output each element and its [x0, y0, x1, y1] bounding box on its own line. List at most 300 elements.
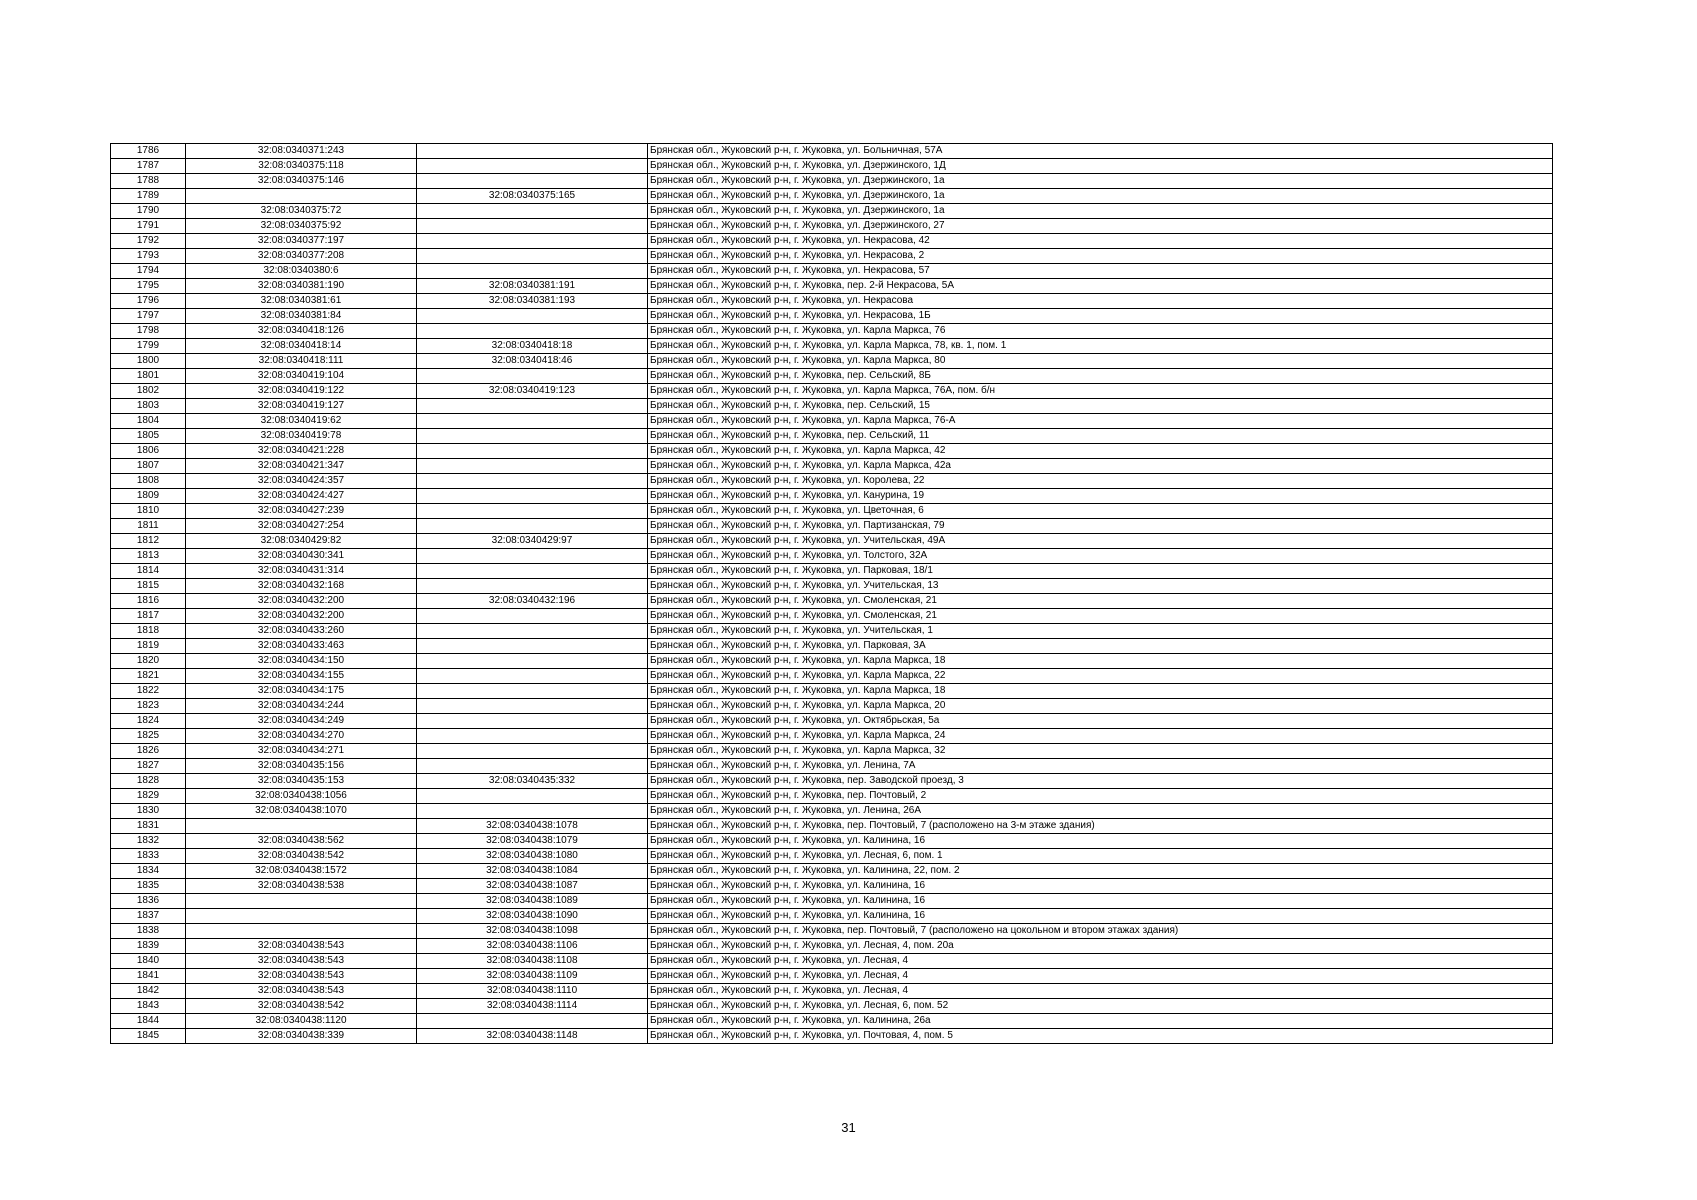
land-cadastral-number-cell: 32:08:0340438:1572	[186, 864, 417, 879]
table-row	[111, 939, 1553, 954]
object-cadastral-number-cell	[417, 729, 648, 744]
land-cadastral-number-cell: 32:08:0340371:243	[186, 144, 417, 159]
land-cadastral-number-cell: 32:08:0340435:156	[186, 759, 417, 774]
address-cell: Брянская обл., Жуковский р-н, г. Жуковка, ул. Парковая, 18/1	[648, 564, 1553, 579]
land-cadastral-number-cell	[186, 894, 417, 909]
object-cadastral-number-cell	[417, 474, 648, 489]
land-cadastral-number-cell: 32:08:0340381:190	[186, 279, 417, 294]
table-row	[111, 414, 1553, 429]
object-cadastral-number-cell	[417, 684, 648, 699]
land-cadastral-number-cell: 32:08:0340419:104	[186, 369, 417, 384]
table-row	[111, 819, 1553, 834]
land-cadastral-number-cell: 32:08:0340377:208	[186, 249, 417, 264]
land-cadastral-number-cell: 32:08:0340424:427	[186, 489, 417, 504]
row-number-cell: 1788	[111, 174, 186, 189]
object-cadastral-number-cell: 32:08:0340381:191	[417, 279, 648, 294]
address-cell: Брянская обл., Жуковский р-н, г. Жуковка, ул. Учительская, 1	[648, 624, 1553, 639]
row-number-cell: 1838	[111, 924, 186, 939]
object-cadastral-number-cell: 32:08:0340418:18	[417, 339, 648, 354]
table-row	[111, 789, 1553, 804]
table-row	[111, 324, 1553, 339]
object-cadastral-number-cell	[417, 444, 648, 459]
land-cadastral-number-cell: 32:08:0340380:6	[186, 264, 417, 279]
table-row	[111, 954, 1553, 969]
object-cadastral-number-cell	[417, 699, 648, 714]
land-cadastral-number-cell: 32:08:0340381:84	[186, 309, 417, 324]
address-cell: Брянская обл., Жуковский р-н, г. Жуковка, ул. Некрасова, 2	[648, 249, 1553, 264]
address-cell: Брянская обл., Жуковский р-н, г. Жуковка, ул. Смоленская, 21	[648, 594, 1553, 609]
object-cadastral-number-cell	[417, 234, 648, 249]
table-row	[111, 474, 1553, 489]
address-cell: Брянская обл., Жуковский р-н, г. Жуковка, ул. Толстого, 32А	[648, 549, 1553, 564]
land-cadastral-number-cell: 32:08:0340438:543	[186, 939, 417, 954]
table-row	[111, 399, 1553, 414]
row-number-cell: 1793	[111, 249, 186, 264]
table-row	[111, 1014, 1553, 1029]
row-number-cell: 1843	[111, 999, 186, 1014]
table-row	[111, 969, 1553, 984]
land-cadastral-number-cell: 32:08:0340375:92	[186, 219, 417, 234]
row-number-cell: 1808	[111, 474, 186, 489]
table-row	[111, 804, 1553, 819]
address-cell: Брянская обл., Жуковский р-н, г. Жуковка, ул. Октябрьская, 5а	[648, 714, 1553, 729]
address-cell: Брянская обл., Жуковский р-н, г. Жуковка, ул. Почтовая, 4, пом. 5	[648, 1029, 1553, 1044]
address-cell: Брянская обл., Жуковский р-н, г. Жуковка, ул. Карла Маркса, 32	[648, 744, 1553, 759]
table-row	[111, 654, 1553, 669]
object-cadastral-number-cell	[417, 309, 648, 324]
object-cadastral-number-cell: 32:08:0340419:123	[417, 384, 648, 399]
address-cell: Брянская обл., Жуковский р-н, г. Жуковка, ул. Лесная, 6, пом. 1	[648, 849, 1553, 864]
address-cell: Брянская обл., Жуковский р-н, г. Жуковка, пер. Сельский, 11	[648, 429, 1553, 444]
row-number-cell: 1816	[111, 594, 186, 609]
table-row	[111, 624, 1553, 639]
table-row	[111, 159, 1553, 174]
row-number-cell: 1844	[111, 1014, 186, 1029]
object-cadastral-number-cell	[417, 789, 648, 804]
address-cell: Брянская обл., Жуковский р-н, г. Жуковка, ул. Карла Маркса, 20	[648, 699, 1553, 714]
row-number-cell: 1828	[111, 774, 186, 789]
land-cadastral-number-cell: 32:08:0340438:543	[186, 969, 417, 984]
address-cell: Брянская обл., Жуковский р-н, г. Жуковка, ул. Дзержинского, 1а	[648, 174, 1553, 189]
object-cadastral-number-cell	[417, 324, 648, 339]
address-cell: Брянская обл., Жуковский р-н, г. Жуковка, ул. Дзержинского, 1Д	[648, 159, 1553, 174]
table-row	[111, 459, 1553, 474]
row-number-cell: 1812	[111, 534, 186, 549]
land-cadastral-number-cell: 32:08:0340430:341	[186, 549, 417, 564]
table-row	[111, 639, 1553, 654]
object-cadastral-number-cell	[417, 759, 648, 774]
table-row	[111, 519, 1553, 534]
table-row	[111, 339, 1553, 354]
object-cadastral-number-cell: 32:08:0340381:193	[417, 294, 648, 309]
object-cadastral-number-cell: 32:08:0340438:1114	[417, 999, 648, 1014]
object-cadastral-number-cell	[417, 669, 648, 684]
address-cell: Брянская обл., Жуковский р-н, г. Жуковка, ул. Парковая, 3А	[648, 639, 1553, 654]
address-cell: Брянская обл., Жуковский р-н, г. Жуковка, ул. Учительская, 49А	[648, 534, 1553, 549]
address-cell: Брянская обл., Жуковский р-н, г. Жуковка, ул. Ленина, 7А	[648, 759, 1553, 774]
address-cell: Брянская обл., Жуковский р-н, г. Жуковка, пер. Почтовый, 7 (расположено на 3-м этаже здания)	[648, 819, 1553, 834]
object-cadastral-number-cell	[417, 159, 648, 174]
land-cadastral-number-cell	[186, 819, 417, 834]
table-row	[111, 1029, 1553, 1044]
land-cadastral-number-cell: 32:08:0340377:197	[186, 234, 417, 249]
address-cell: Брянская обл., Жуковский р-н, г. Жуковка, ул. Карла Маркса, 22	[648, 669, 1553, 684]
land-cadastral-number-cell: 32:08:0340381:61	[186, 294, 417, 309]
address-cell: Брянская обл., Жуковский р-н, г. Жуковка, ул. Калинина, 26а	[648, 1014, 1553, 1029]
object-cadastral-number-cell	[417, 264, 648, 279]
object-cadastral-number-cell	[417, 549, 648, 564]
table-row	[111, 234, 1553, 249]
land-cadastral-number-cell: 32:08:0340432:200	[186, 609, 417, 624]
row-number-cell: 1801	[111, 369, 186, 384]
row-number-cell: 1845	[111, 1029, 186, 1044]
object-cadastral-number-cell: 32:08:0340438:1090	[417, 909, 648, 924]
row-number-cell: 1834	[111, 864, 186, 879]
land-cadastral-number-cell: 32:08:0340434:244	[186, 699, 417, 714]
object-cadastral-number-cell	[417, 579, 648, 594]
object-cadastral-number-cell	[417, 204, 648, 219]
row-number-cell: 1804	[111, 414, 186, 429]
property-registry-table	[110, 143, 1553, 1044]
address-cell: Брянская обл., Жуковский р-н, г. Жуковка, ул. Некрасова, 1Б	[648, 309, 1553, 324]
address-cell: Брянская обл., Жуковский р-н, г. Жуковка, ул. Карла Маркса, 24	[648, 729, 1553, 744]
table-row	[111, 369, 1553, 384]
address-cell: Брянская обл., Жуковский р-н, г. Жуковка, ул. Дзержинского, 27	[648, 219, 1553, 234]
page-number: 31	[841, 1120, 856, 1135]
address-cell: Брянская обл., Жуковский р-н, г. Жуковка, ул. Дзержинского, 1а	[648, 189, 1553, 204]
object-cadastral-number-cell: 32:08:0340438:1079	[417, 834, 648, 849]
address-cell: Брянская обл., Жуковский р-н, г. Жуковка, ул. Карла Маркса, 80	[648, 354, 1553, 369]
row-number-cell: 1835	[111, 879, 186, 894]
object-cadastral-number-cell: 32:08:0340438:1087	[417, 879, 648, 894]
row-number-cell: 1814	[111, 564, 186, 579]
address-cell: Брянская обл., Жуковский р-н, г. Жуковка, ул. Некрасова, 42	[648, 234, 1553, 249]
table-row	[111, 384, 1553, 399]
table-row	[111, 894, 1553, 909]
object-cadastral-number-cell: 32:08:0340438:1080	[417, 849, 648, 864]
table-row	[111, 669, 1553, 684]
address-cell: Брянская обл., Жуковский р-н, г. Жуковка, ул. Больничная, 57А	[648, 144, 1553, 159]
land-cadastral-number-cell: 32:08:0340418:14	[186, 339, 417, 354]
land-cadastral-number-cell	[186, 909, 417, 924]
address-cell: Брянская обл., Жуковский р-н, г. Жуковка, ул. Калинина, 22, пом. 2	[648, 864, 1553, 879]
object-cadastral-number-cell	[417, 489, 648, 504]
object-cadastral-number-cell	[417, 504, 648, 519]
object-cadastral-number-cell	[417, 804, 648, 819]
row-number-cell: 1817	[111, 609, 186, 624]
address-cell: Брянская обл., Жуковский р-н, г. Жуковка, ул. Карла Маркса, 78, кв. 1, пом. 1	[648, 339, 1553, 354]
land-cadastral-number-cell: 32:08:0340418:126	[186, 324, 417, 339]
row-number-cell: 1791	[111, 219, 186, 234]
table-row	[111, 744, 1553, 759]
object-cadastral-number-cell	[417, 1014, 648, 1029]
table-row	[111, 999, 1553, 1014]
object-cadastral-number-cell	[417, 429, 648, 444]
row-number-cell: 1830	[111, 804, 186, 819]
land-cadastral-number-cell: 32:08:0340375:146	[186, 174, 417, 189]
row-number-cell: 1794	[111, 264, 186, 279]
table-row	[111, 774, 1553, 789]
land-cadastral-number-cell: 32:08:0340434:270	[186, 729, 417, 744]
registry-table-body	[111, 144, 1553, 1044]
land-cadastral-number-cell: 32:08:0340419:78	[186, 429, 417, 444]
row-number-cell: 1818	[111, 624, 186, 639]
table-row	[111, 924, 1553, 939]
object-cadastral-number-cell	[417, 249, 648, 264]
land-cadastral-number-cell: 32:08:0340432:168	[186, 579, 417, 594]
table-row	[111, 549, 1553, 564]
row-number-cell: 1796	[111, 294, 186, 309]
row-number-cell: 1786	[111, 144, 186, 159]
object-cadastral-number-cell: 32:08:0340438:1089	[417, 894, 648, 909]
table-row	[111, 279, 1553, 294]
land-cadastral-number-cell: 32:08:0340421:347	[186, 459, 417, 474]
row-number-cell: 1815	[111, 579, 186, 594]
address-cell: Брянская обл., Жуковский р-н, г. Жуковка, ул. Лесная, 6, пом. 52	[648, 999, 1553, 1014]
address-cell: Брянская обл., Жуковский р-н, г. Жуковка, ул. Лесная, 4, пом. 20а	[648, 939, 1553, 954]
table-row	[111, 264, 1553, 279]
land-cadastral-number-cell: 32:08:0340375:72	[186, 204, 417, 219]
object-cadastral-number-cell: 32:08:0340375:165	[417, 189, 648, 204]
object-cadastral-number-cell	[417, 744, 648, 759]
object-cadastral-number-cell	[417, 519, 648, 534]
row-number-cell: 1825	[111, 729, 186, 744]
address-cell: Брянская обл., Жуковский р-н, г. Жуковка, пер. Почтовый, 2	[648, 789, 1553, 804]
row-number-cell: 1809	[111, 489, 186, 504]
address-cell: Брянская обл., Жуковский р-н, г. Жуковка, ул. Калинина, 16	[648, 879, 1553, 894]
object-cadastral-number-cell	[417, 399, 648, 414]
row-number-cell: 1798	[111, 324, 186, 339]
land-cadastral-number-cell: 32:08:0340419:127	[186, 399, 417, 414]
land-cadastral-number-cell: 32:08:0340438:1070	[186, 804, 417, 819]
object-cadastral-number-cell	[417, 564, 648, 579]
row-number-cell: 1803	[111, 399, 186, 414]
land-cadastral-number-cell: 32:08:0340438:562	[186, 834, 417, 849]
row-number-cell: 1805	[111, 429, 186, 444]
table-row	[111, 249, 1553, 264]
land-cadastral-number-cell	[186, 189, 417, 204]
land-cadastral-number-cell: 32:08:0340432:200	[186, 594, 417, 609]
table-row	[111, 444, 1553, 459]
table-row	[111, 564, 1553, 579]
row-number-cell: 1820	[111, 654, 186, 669]
address-cell: Брянская обл., Жуковский р-н, г. Жуковка, ул. Калинина, 16	[648, 834, 1553, 849]
row-number-cell: 1839	[111, 939, 186, 954]
row-number-cell: 1790	[111, 204, 186, 219]
address-cell: Брянская обл., Жуковский р-н, г. Жуковка, ул. Карла Маркса, 76	[648, 324, 1553, 339]
address-cell: Брянская обл., Жуковский р-н, г. Жуковка, ул. Учительская, 13	[648, 579, 1553, 594]
object-cadastral-number-cell: 32:08:0340418:46	[417, 354, 648, 369]
address-cell: Брянская обл., Жуковский р-н, г. Жуковка, пер. Сельский, 8Б	[648, 369, 1553, 384]
object-cadastral-number-cell: 32:08:0340438:1106	[417, 939, 648, 954]
address-cell: Брянская обл., Жуковский р-н, г. Жуковка, ул. Партизанская, 79	[648, 519, 1553, 534]
row-number-cell: 1800	[111, 354, 186, 369]
object-cadastral-number-cell	[417, 609, 648, 624]
object-cadastral-number-cell	[417, 624, 648, 639]
row-number-cell: 1836	[111, 894, 186, 909]
land-cadastral-number-cell: 32:08:0340434:271	[186, 744, 417, 759]
object-cadastral-number-cell	[417, 414, 648, 429]
row-number-cell: 1831	[111, 819, 186, 834]
object-cadastral-number-cell	[417, 654, 648, 669]
object-cadastral-number-cell	[417, 219, 648, 234]
object-cadastral-number-cell: 32:08:0340438:1109	[417, 969, 648, 984]
address-cell: Брянская обл., Жуковский р-н, г. Жуковка, пер. Сельский, 15	[648, 399, 1553, 414]
table-row	[111, 699, 1553, 714]
land-cadastral-number-cell: 32:08:0340427:239	[186, 504, 417, 519]
table-row	[111, 684, 1553, 699]
address-cell: Брянская обл., Жуковский р-н, г. Жуковка, пер. 2-й Некрасова, 5А	[648, 279, 1553, 294]
row-number-cell: 1840	[111, 954, 186, 969]
address-cell: Брянская обл., Жуковский р-н, г. Жуковка, ул. Королева, 22	[648, 474, 1553, 489]
row-number-cell: 1823	[111, 699, 186, 714]
row-number-cell: 1807	[111, 459, 186, 474]
row-number-cell: 1819	[111, 639, 186, 654]
address-cell: Брянская обл., Жуковский р-н, г. Жуковка, ул. Ленина, 26А	[648, 804, 1553, 819]
object-cadastral-number-cell: 32:08:0340438:1108	[417, 954, 648, 969]
land-cadastral-number-cell: 32:08:0340424:357	[186, 474, 417, 489]
address-cell: Брянская обл., Жуковский р-н, г. Жуковка, ул. Канурина, 19	[648, 489, 1553, 504]
object-cadastral-number-cell: 32:08:0340429:97	[417, 534, 648, 549]
object-cadastral-number-cell	[417, 639, 648, 654]
row-number-cell: 1795	[111, 279, 186, 294]
row-number-cell: 1799	[111, 339, 186, 354]
row-number-cell: 1821	[111, 669, 186, 684]
object-cadastral-number-cell	[417, 714, 648, 729]
table-row	[111, 354, 1553, 369]
land-cadastral-number-cell: 32:08:0340434:155	[186, 669, 417, 684]
object-cadastral-number-cell	[417, 459, 648, 474]
land-cadastral-number-cell: 32:08:0340438:1056	[186, 789, 417, 804]
address-cell: Брянская обл., Жуковский р-н, г. Жуковка, ул. Дзержинского, 1а	[648, 204, 1553, 219]
row-number-cell: 1811	[111, 519, 186, 534]
land-cadastral-number-cell: 32:08:0340375:118	[186, 159, 417, 174]
land-cadastral-number-cell: 32:08:0340438:543	[186, 954, 417, 969]
table-row	[111, 144, 1553, 159]
address-cell: Брянская обл., Жуковский р-н, г. Жуковка, ул. Калинина, 16	[648, 894, 1553, 909]
address-cell: Брянская обл., Жуковский р-н, г. Жуковка, ул. Смоленская, 21	[648, 609, 1553, 624]
table-row	[111, 294, 1553, 309]
row-number-cell: 1787	[111, 159, 186, 174]
land-cadastral-number-cell: 32:08:0340434:175	[186, 684, 417, 699]
land-cadastral-number-cell: 32:08:0340438:542	[186, 999, 417, 1014]
row-number-cell: 1802	[111, 384, 186, 399]
address-cell: Брянская обл., Жуковский р-н, г. Жуковка, ул. Лесная, 4	[648, 969, 1553, 984]
row-number-cell: 1833	[111, 849, 186, 864]
table-row	[111, 729, 1553, 744]
row-number-cell: 1813	[111, 549, 186, 564]
object-cadastral-number-cell: 32:08:0340438:1110	[417, 984, 648, 999]
land-cadastral-number-cell: 32:08:0340438:543	[186, 984, 417, 999]
land-cadastral-number-cell: 32:08:0340419:62	[186, 414, 417, 429]
address-cell: Брянская обл., Жуковский р-н, г. Жуковка, ул. Некрасова, 57	[648, 264, 1553, 279]
row-number-cell: 1792	[111, 234, 186, 249]
row-number-cell: 1822	[111, 684, 186, 699]
object-cadastral-number-cell	[417, 174, 648, 189]
row-number-cell: 1827	[111, 759, 186, 774]
row-number-cell: 1829	[111, 789, 186, 804]
row-number-cell: 1832	[111, 834, 186, 849]
row-number-cell: 1810	[111, 504, 186, 519]
address-cell: Брянская обл., Жуковский р-н, г. Жуковка, ул. Карла Маркса, 42а	[648, 459, 1553, 474]
land-cadastral-number-cell: 32:08:0340438:538	[186, 879, 417, 894]
land-cadastral-number-cell: 32:08:0340438:542	[186, 849, 417, 864]
land-cadastral-number-cell: 32:08:0340435:153	[186, 774, 417, 789]
table-row	[111, 594, 1553, 609]
object-cadastral-number-cell: 32:08:0340435:332	[417, 774, 648, 789]
land-cadastral-number-cell: 32:08:0340433:463	[186, 639, 417, 654]
row-number-cell: 1806	[111, 444, 186, 459]
object-cadastral-number-cell	[417, 144, 648, 159]
table-row	[111, 219, 1553, 234]
land-cadastral-number-cell: 32:08:0340421:228	[186, 444, 417, 459]
table-row	[111, 534, 1553, 549]
address-cell: Брянская обл., Жуковский р-н, г. Жуковка, пер. Почтовый, 7 (расположено на цокольном и втором этажах здания)	[648, 924, 1553, 939]
address-cell: Брянская обл., Жуковский р-н, г. Жуковка, пер. Заводской проезд, 3	[648, 774, 1553, 789]
object-cadastral-number-cell	[417, 369, 648, 384]
address-cell: Брянская обл., Жуковский р-н, г. Жуковка, ул. Карла Маркса, 18	[648, 654, 1553, 669]
table-row	[111, 579, 1553, 594]
object-cadastral-number-cell: 32:08:0340438:1078	[417, 819, 648, 834]
row-number-cell: 1824	[111, 714, 186, 729]
table-row	[111, 714, 1553, 729]
object-cadastral-number-cell: 32:08:0340438:1148	[417, 1029, 648, 1044]
table-row	[111, 504, 1553, 519]
address-cell: Брянская обл., Жуковский р-н, г. Жуковка, ул. Карла Маркса, 42	[648, 444, 1553, 459]
address-cell: Брянская обл., Жуковский р-н, г. Жуковка, ул. Цветочная, 6	[648, 504, 1553, 519]
row-number-cell: 1797	[111, 309, 186, 324]
address-cell: Брянская обл., Жуковский р-н, г. Жуковка, ул. Лесная, 4	[648, 984, 1553, 999]
land-cadastral-number-cell	[186, 924, 417, 939]
table-row	[111, 204, 1553, 219]
row-number-cell: 1789	[111, 189, 186, 204]
land-cadastral-number-cell: 32:08:0340438:1120	[186, 1014, 417, 1029]
row-number-cell: 1826	[111, 744, 186, 759]
address-cell: Брянская обл., Жуковский р-н, г. Жуковка, ул. Карла Маркса, 76А, пом. б/н	[648, 384, 1553, 399]
table-row	[111, 984, 1553, 999]
table-row	[111, 309, 1553, 324]
land-cadastral-number-cell: 32:08:0340429:82	[186, 534, 417, 549]
object-cadastral-number-cell: 32:08:0340438:1084	[417, 864, 648, 879]
table-row	[111, 909, 1553, 924]
land-cadastral-number-cell: 32:08:0340418:111	[186, 354, 417, 369]
land-cadastral-number-cell: 32:08:0340427:254	[186, 519, 417, 534]
row-number-cell: 1841	[111, 969, 186, 984]
address-cell: Брянская обл., Жуковский р-н, г. Жуковка, ул. Карла Маркса, 76-А	[648, 414, 1553, 429]
land-cadastral-number-cell: 32:08:0340434:249	[186, 714, 417, 729]
table-row	[111, 879, 1553, 894]
table-row	[111, 489, 1553, 504]
table-row	[111, 834, 1553, 849]
table-row	[111, 189, 1553, 204]
land-cadastral-number-cell: 32:08:0340433:260	[186, 624, 417, 639]
table-row	[111, 429, 1553, 444]
address-cell: Брянская обл., Жуковский р-н, г. Жуковка, ул. Карла Маркса, 18	[648, 684, 1553, 699]
address-cell: Брянская обл., Жуковский р-н, г. Жуковка, ул. Лесная, 4	[648, 954, 1553, 969]
object-cadastral-number-cell: 32:08:0340438:1098	[417, 924, 648, 939]
object-cadastral-number-cell: 32:08:0340432:196	[417, 594, 648, 609]
address-cell: Брянская обл., Жуковский р-н, г. Жуковка, ул. Калинина, 16	[648, 909, 1553, 924]
land-cadastral-number-cell: 32:08:0340431:314	[186, 564, 417, 579]
land-cadastral-number-cell: 32:08:0340434:150	[186, 654, 417, 669]
land-cadastral-number-cell: 32:08:0340419:122	[186, 384, 417, 399]
land-cadastral-number-cell: 32:08:0340438:339	[186, 1029, 417, 1044]
address-cell: Брянская обл., Жуковский р-н, г. Жуковка, ул. Некрасова	[648, 294, 1553, 309]
table-row	[111, 759, 1553, 774]
table-row	[111, 174, 1553, 189]
row-number-cell: 1837	[111, 909, 186, 924]
row-number-cell: 1842	[111, 984, 186, 999]
